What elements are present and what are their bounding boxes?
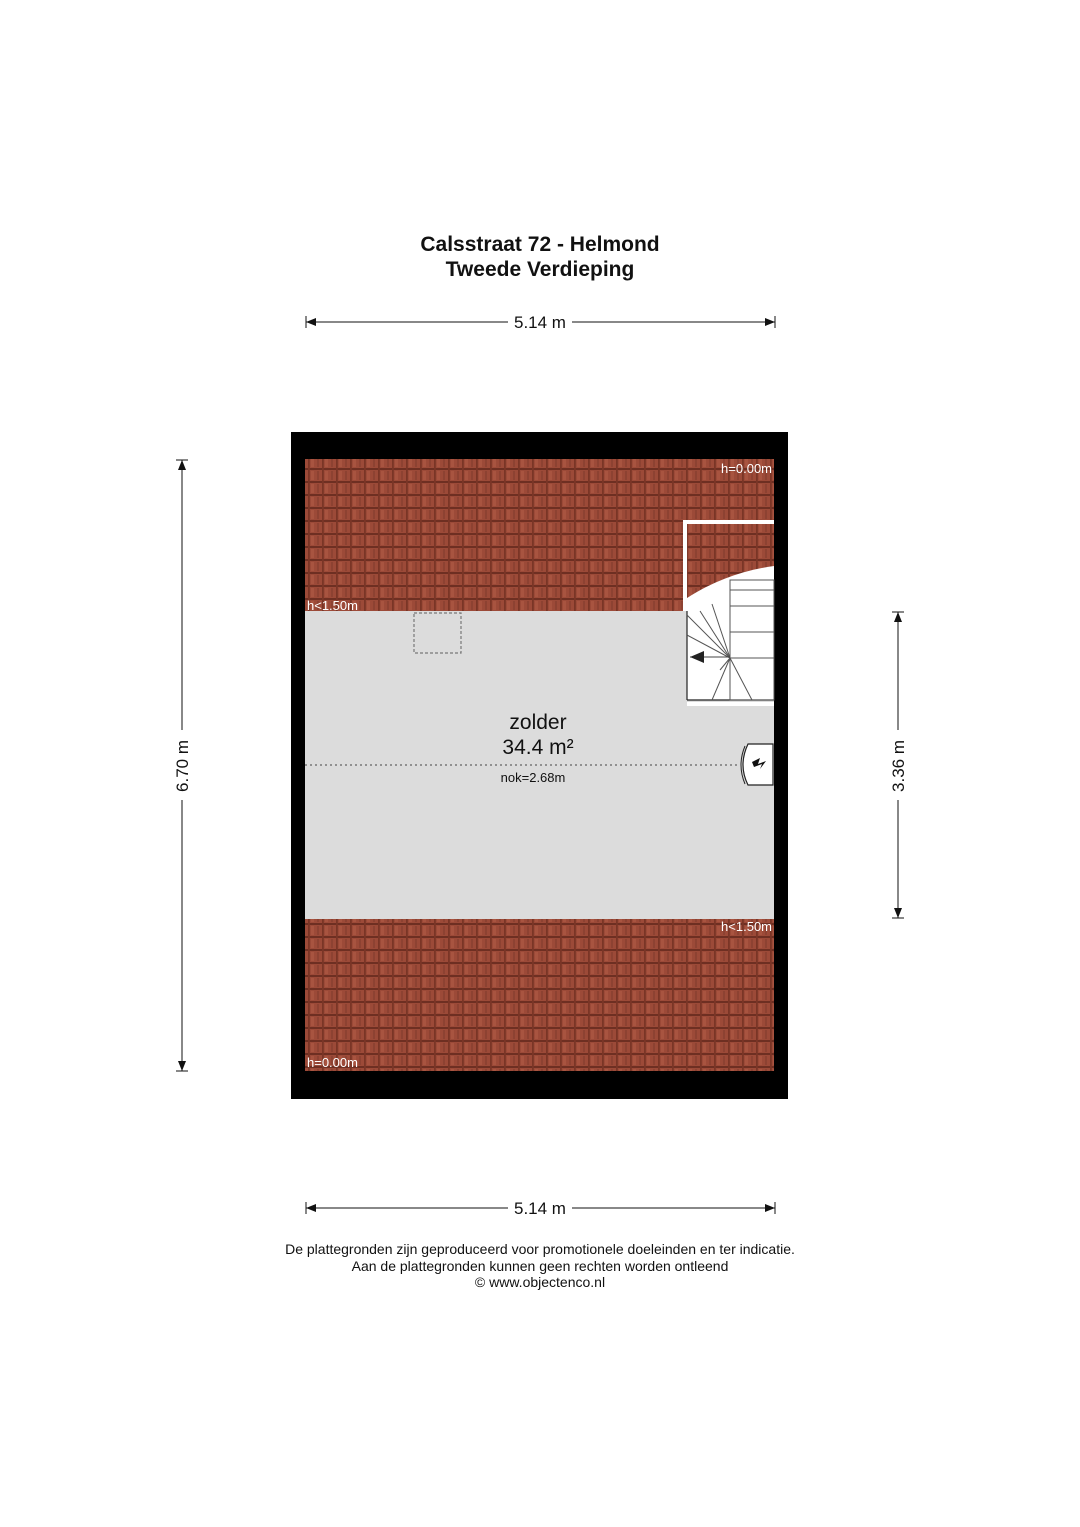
roof-slope-upper [305,459,774,611]
dimension-bottom-label: 5.14 m [514,1199,566,1218]
disclaimer-footer [0,1241,1080,1291]
boiler [741,744,773,785]
dimension-top [306,313,775,332]
height-label-top-right: h=0.00m [721,461,772,476]
disclaimer-line-1: De plattegronden zijn geproduceerd voor promotionele doeleinden en ter indicatie. [285,1241,795,1257]
roof-slope-lower [305,919,774,1071]
dimension-left-label: 6.70 m [173,740,192,792]
address-title: Calsstraat 72 - Helmond [420,233,660,256]
dimension-right [889,612,908,918]
dimension-left [173,460,192,1071]
disclaimer-line-2: Aan de plattegronden kunnen geen rechten worden ontleend [351,1257,729,1274]
dimension-right-label: 3.36 m [889,740,908,792]
room-area: 34.4 m² [502,736,574,759]
dimension-bottom [306,1199,775,1218]
height-label-bottom-left: h=0.00m [307,1055,358,1070]
height-label-lower-right: h<1.50m [721,919,772,934]
floor-title: Tweede Verdieping [445,258,635,281]
ridge-height: nok=2.68m [500,770,566,785]
room-name: zolder [509,711,567,734]
height-label-upper-left: h<1.50m [307,598,358,613]
dimension-top-label: 5.14 m [514,313,566,332]
copyright-line: © www.objectenco.nl [474,1274,606,1290]
